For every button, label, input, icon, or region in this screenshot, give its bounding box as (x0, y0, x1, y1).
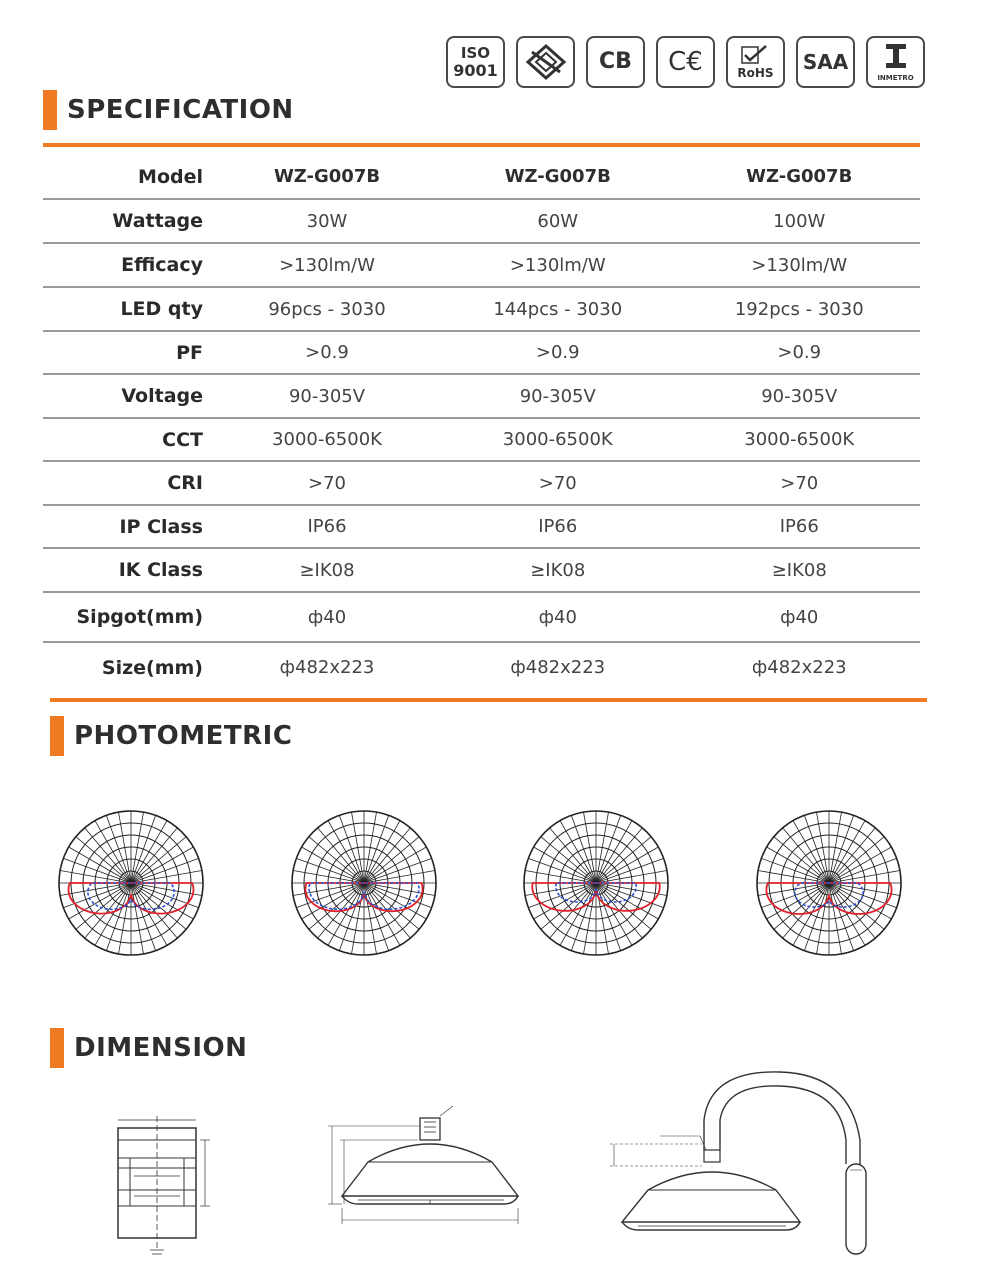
cell: >130lm/W (217, 243, 437, 287)
row-label: Size(mm) (101, 656, 203, 679)
cell: WZ-G007B (437, 155, 678, 199)
cell: ф40 (217, 592, 437, 642)
inmetro-text: INMETRO (877, 74, 914, 82)
photometric-title: PHOTOMETRIC (74, 721, 293, 751)
polar-diagram-1 (56, 808, 206, 958)
polar-diagram-2 (289, 808, 439, 958)
table-row (43, 374, 920, 418)
spec-bottom-rule (50, 698, 927, 702)
cell: ф482x223 (751, 657, 847, 678)
iso-line1: ISO (460, 43, 491, 62)
cell: 90-305V (679, 374, 921, 418)
table-row (43, 243, 920, 287)
cell: IP66 (217, 505, 437, 548)
cell: ≥IK08 (437, 548, 678, 592)
specification-header (43, 90, 294, 130)
cell: 3000-6500K (679, 418, 921, 461)
cell: >130lm/W (679, 243, 921, 287)
cell: IP66 (437, 505, 678, 548)
specification-table (43, 155, 920, 692)
row-label: IP Class (43, 505, 217, 548)
cell: 100W (679, 199, 921, 243)
table-row (43, 642, 920, 692)
lamp-profile-dimension-drawing (318, 1100, 528, 1240)
cell: WZ-G007B (679, 155, 921, 199)
checkmark-icon (740, 45, 770, 65)
cell: 96pcs - 3030 (217, 287, 437, 331)
table-row (43, 418, 920, 461)
table-row (43, 461, 920, 505)
dimension-header (50, 1028, 247, 1068)
row-label: Wattage (43, 199, 217, 243)
row-label: CRI (43, 461, 217, 505)
cell: 144pcs - 3030 (437, 287, 678, 331)
inmetro-logo (876, 42, 916, 72)
cell: >70 (217, 461, 437, 505)
section-accent-bar (50, 716, 64, 756)
cell: ф40 (437, 592, 678, 642)
row-label: CCT (43, 418, 217, 461)
row-label: Efficacy (43, 243, 217, 287)
spec-top-rule (43, 143, 920, 147)
lamp-with-pole-drawing (600, 1060, 900, 1260)
cell: >70 (437, 461, 678, 505)
row-label: LED qty (43, 287, 217, 331)
cell: ф40 (679, 592, 921, 642)
spigot-dimension-drawing (110, 1110, 220, 1260)
cb-icon (586, 36, 645, 88)
section-accent-bar (50, 1028, 64, 1068)
cell: >0.9 (437, 331, 678, 374)
saa-text: SAA (802, 50, 849, 74)
iso-9001-icon (446, 36, 505, 88)
inmetro-icon (866, 36, 925, 88)
cell: WZ-G007B (217, 155, 437, 199)
photometric-header (50, 716, 292, 756)
row-label: Sipgot(mm) (43, 592, 217, 642)
dimension-title: DIMENSION (74, 1033, 248, 1063)
cell: >130lm/W (437, 243, 678, 287)
cell: >0.9 (679, 331, 921, 374)
cell: ≥IK08 (217, 548, 437, 592)
polar-diagram-4 (754, 808, 904, 958)
cell: 90-305V (217, 374, 437, 418)
table-row (43, 199, 920, 243)
ce-icon (656, 36, 715, 88)
cell: 30W (217, 199, 437, 243)
certification-badges (446, 36, 925, 88)
specification-title: SPECIFICATION (67, 95, 294, 125)
row-label: Model (43, 155, 217, 199)
section-accent-bar (43, 90, 57, 130)
cell: ф482x223 (279, 657, 375, 678)
cb-text: CB (599, 49, 632, 74)
enec-icon (516, 36, 575, 88)
iso-line2: 9001 (453, 60, 498, 80)
rohs-icon (726, 36, 785, 88)
table-row (43, 505, 920, 548)
cell: ≥IK08 (679, 548, 921, 592)
table-row (43, 155, 920, 199)
cell: >70 (679, 461, 921, 505)
cell: 90-305V (437, 374, 678, 418)
table-row (43, 548, 920, 592)
row-label: Voltage (43, 374, 217, 418)
table-row (43, 287, 920, 331)
row-label: PF (43, 331, 217, 374)
cell: 60W (437, 199, 678, 243)
table-row (43, 331, 920, 374)
rohs-text: RoHS (737, 66, 774, 80)
row-label: IK Class (43, 548, 217, 592)
cell: >0.9 (217, 331, 437, 374)
cell: ф482x223 (510, 657, 606, 678)
ce-text: C€ (668, 47, 703, 77)
table-row (43, 592, 920, 642)
polar-diagram-3 (521, 808, 671, 958)
saa-icon (796, 36, 855, 88)
cell: IP66 (679, 505, 921, 548)
cell: 3000-6500K (437, 418, 678, 461)
cell: 3000-6500K (217, 418, 437, 461)
cell: 192pcs - 3030 (679, 287, 921, 331)
